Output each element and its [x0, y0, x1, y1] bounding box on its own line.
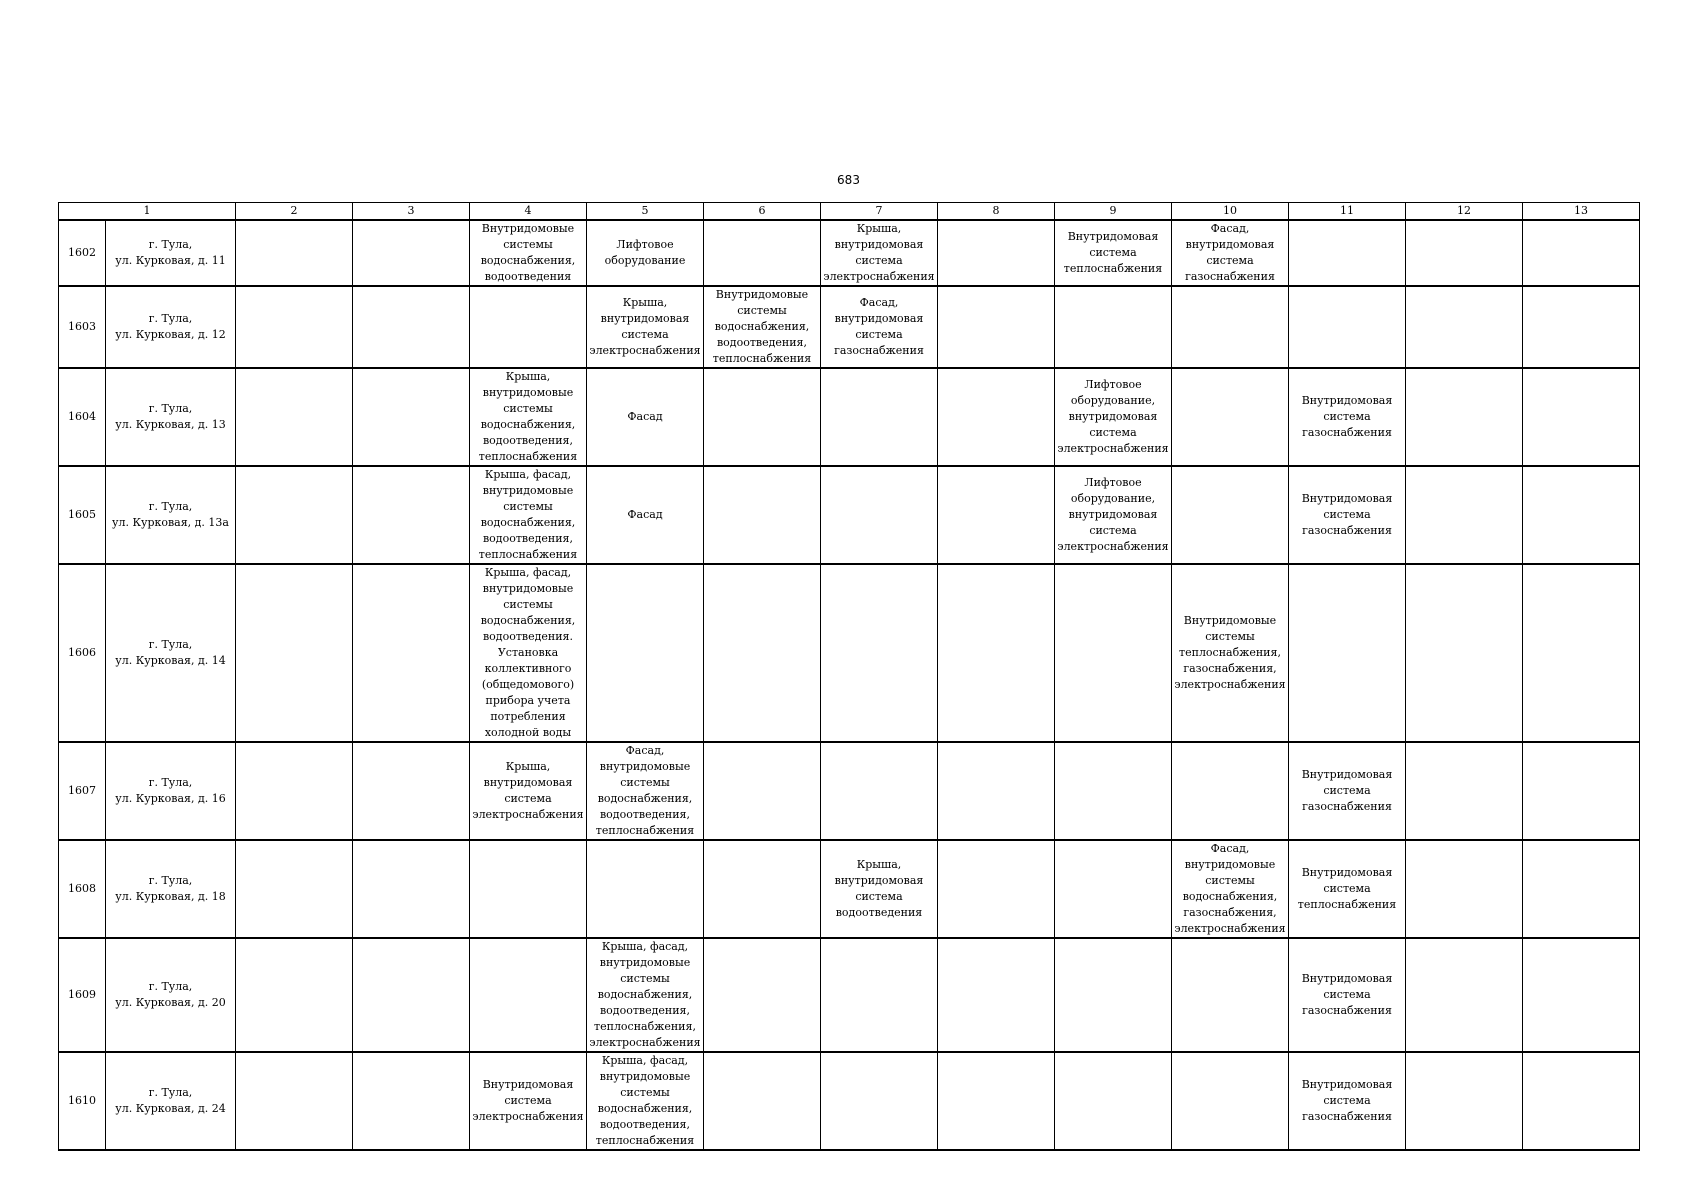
work-cell — [1289, 220, 1406, 286]
work-cell — [236, 564, 353, 742]
work-cell — [470, 286, 587, 368]
work-cell — [353, 938, 470, 1052]
work-cell — [1055, 742, 1172, 840]
row-number: 1609 — [59, 938, 106, 1052]
work-cell — [1523, 938, 1640, 1052]
row-number: 1604 — [59, 368, 106, 466]
column-header: 10 — [1172, 203, 1289, 221]
work-cell: Лифтовое оборудование, внутридомовая система электроснабжения — [1055, 368, 1172, 466]
work-cell — [353, 840, 470, 938]
work-cell: Крыша, внутридомовая система электроснабжения — [470, 742, 587, 840]
work-cell — [353, 466, 470, 564]
work-cell — [821, 466, 938, 564]
work-cell — [1172, 466, 1289, 564]
work-cell: Лифтовое оборудование, внутридомовая система электроснабжения — [1055, 466, 1172, 564]
work-cell — [470, 938, 587, 1052]
work-cell — [1406, 840, 1523, 938]
work-cell — [353, 742, 470, 840]
work-cell — [938, 220, 1055, 286]
table-row — [59, 1052, 1640, 1150]
work-cell — [1055, 840, 1172, 938]
work-cell: Внутридомовые системы теплоснабжения, газоснабжения, электроснабжения — [1172, 564, 1289, 742]
row-number: 1605 — [59, 466, 106, 564]
work-cell — [938, 368, 1055, 466]
address-cell: г. Тула, ул. Курковая, д. 13а — [106, 466, 236, 564]
work-cell: Внутридомовые системы водоснабжения, водоотведения, теплоснабжения — [704, 286, 821, 368]
work-cell: Фасад — [587, 466, 704, 564]
work-cell — [236, 466, 353, 564]
work-cell — [470, 840, 587, 938]
address-cell: г. Тула, ул. Курковая, д. 13 — [106, 368, 236, 466]
work-cell — [938, 938, 1055, 1052]
work-cell: Внутридомовая система газоснабжения — [1289, 466, 1406, 564]
work-cell — [1406, 938, 1523, 1052]
work-cell: Крыша, фасад, внутридомовые системы водоснабжения, водоотведения, теплоснабжения — [470, 466, 587, 564]
column-header: 8 — [938, 203, 1055, 221]
work-cell — [1523, 466, 1640, 564]
work-cell — [1523, 840, 1640, 938]
work-cell — [704, 564, 821, 742]
address-cell: г. Тула, ул. Курковая, д. 12 — [106, 286, 236, 368]
work-cell — [821, 742, 938, 840]
column-header: 5 — [587, 203, 704, 221]
work-cell — [1406, 286, 1523, 368]
work-cell — [236, 742, 353, 840]
work-cell — [353, 220, 470, 286]
address-cell: г. Тула, ул. Курковая, д. 20 — [106, 938, 236, 1052]
work-cell — [821, 564, 938, 742]
work-cell: Фасад — [587, 368, 704, 466]
work-cell — [821, 938, 938, 1052]
work-cell — [938, 466, 1055, 564]
header-row — [59, 203, 1640, 221]
work-cell: Крыша, фасад, внутридомовые системы водоснабжения, водоотведения. Установка коллективного (общедомового) прибора учета потребления холодной воды — [470, 564, 587, 742]
work-cell: Крыша, фасад, внутридомовые системы водоснабжения, водоотведения, теплоснабжения — [587, 1052, 704, 1150]
address-cell: г. Тула, ул. Курковая, д. 18 — [106, 840, 236, 938]
work-cell — [587, 564, 704, 742]
address-cell: г. Тула, ул. Курковая, д. 11 — [106, 220, 236, 286]
work-cell — [1289, 564, 1406, 742]
column-header: 12 — [1406, 203, 1523, 221]
work-cell — [236, 1052, 353, 1150]
row-number: 1607 — [59, 742, 106, 840]
table-row — [59, 742, 1640, 840]
column-header: 11 — [1289, 203, 1406, 221]
work-cell — [1055, 564, 1172, 742]
work-cell: Крыша, внутридомовая система электроснабжения — [821, 220, 938, 286]
column-header: 2 — [236, 203, 353, 221]
work-cell — [1406, 564, 1523, 742]
work-cell — [704, 840, 821, 938]
work-cell: Внутридомовая система газоснабжения — [1289, 938, 1406, 1052]
row-number: 1606 — [59, 564, 106, 742]
work-cell — [353, 368, 470, 466]
work-cell — [1523, 286, 1640, 368]
work-cell: Крыша, внутридомовая система электроснабжения — [587, 286, 704, 368]
work-cell — [704, 368, 821, 466]
work-cell — [1523, 368, 1640, 466]
work-cell: Фасад, внутридомовые системы водоснабжения, водоотведения, теплоснабжения — [587, 742, 704, 840]
work-cell — [1055, 286, 1172, 368]
table-row — [59, 840, 1640, 938]
work-cell — [938, 286, 1055, 368]
work-cell: Внутридомовая система электроснабжения — [470, 1052, 587, 1150]
table-body — [59, 203, 1640, 1151]
table-row — [59, 286, 1640, 368]
work-cell: Внутридомовая система газоснабжения — [1289, 368, 1406, 466]
work-cell — [704, 742, 821, 840]
work-cell — [1172, 368, 1289, 466]
work-cell — [821, 1052, 938, 1150]
row-number: 1608 — [59, 840, 106, 938]
work-cell — [704, 466, 821, 564]
address-cell: г. Тула, ул. Курковая, д. 14 — [106, 564, 236, 742]
column-header: 4 — [470, 203, 587, 221]
work-cell — [1406, 466, 1523, 564]
work-cell — [938, 742, 1055, 840]
work-cell — [1172, 1052, 1289, 1150]
work-cell: Внутридомовая система теплоснабжения — [1055, 220, 1172, 286]
work-cell: Фасад, внутридомовая система газоснабжения — [821, 286, 938, 368]
table-row — [59, 220, 1640, 286]
work-cell — [236, 220, 353, 286]
address-cell: г. Тула, ул. Курковая, д. 24 — [106, 1052, 236, 1150]
work-cell: Внутридомовая система газоснабжения — [1289, 742, 1406, 840]
column-header: 9 — [1055, 203, 1172, 221]
row-number: 1603 — [59, 286, 106, 368]
work-cell — [1523, 742, 1640, 840]
column-header: 7 — [821, 203, 938, 221]
work-cell — [1172, 938, 1289, 1052]
work-cell: Крыша, внутридомовая система водоотведения — [821, 840, 938, 938]
work-cell: Крыша, фасад, внутридомовые системы водоснабжения, водоотведения, теплоснабжения, электроснабжения — [587, 938, 704, 1052]
work-cell — [938, 840, 1055, 938]
table-row — [59, 368, 1640, 466]
table-row — [59, 564, 1640, 742]
address-cell: г. Тула, ул. Курковая, д. 16 — [106, 742, 236, 840]
work-cell — [1172, 742, 1289, 840]
work-cell — [236, 840, 353, 938]
column-header: 1 — [59, 203, 236, 221]
page-number: 683 — [837, 173, 860, 187]
work-cell — [1289, 286, 1406, 368]
work-cell — [1406, 742, 1523, 840]
work-cell — [1172, 286, 1289, 368]
work-cell — [1523, 1052, 1640, 1150]
work-cell — [1055, 1052, 1172, 1150]
work-cell — [236, 938, 353, 1052]
work-cell: Крыша, внутридомовые системы водоснабжения, водоотведения, теплоснабжения — [470, 368, 587, 466]
table-row — [59, 938, 1640, 1052]
work-cell: Внутридомовые системы водоснабжения, водоотведения — [470, 220, 587, 286]
work-cell — [353, 1052, 470, 1150]
work-cell — [704, 220, 821, 286]
work-cell — [938, 1052, 1055, 1150]
work-cell: Внутридомовая система теплоснабжения — [1289, 840, 1406, 938]
work-cell: Фасад, внутридомовая система газоснабжения — [1172, 220, 1289, 286]
work-cell: Лифтовое оборудование — [587, 220, 704, 286]
column-header: 3 — [353, 203, 470, 221]
work-cell — [1523, 220, 1640, 286]
repair-schedule-table — [58, 202, 1640, 1151]
work-cell — [587, 840, 704, 938]
column-header: 13 — [1523, 203, 1640, 221]
table-row — [59, 466, 1640, 564]
row-number: 1602 — [59, 220, 106, 286]
column-header: 6 — [704, 203, 821, 221]
work-cell — [1406, 220, 1523, 286]
work-cell — [704, 938, 821, 1052]
work-cell — [704, 1052, 821, 1150]
work-cell — [1406, 1052, 1523, 1150]
work-cell — [1055, 938, 1172, 1052]
work-cell — [236, 286, 353, 368]
work-cell: Внутридомовая система газоснабжения — [1289, 1052, 1406, 1150]
work-cell: Фасад, внутридомовые системы водоснабжения, газоснабжения, электроснабжения — [1172, 840, 1289, 938]
work-cell — [938, 564, 1055, 742]
work-cell — [1523, 564, 1640, 742]
work-cell — [821, 368, 938, 466]
work-cell — [353, 286, 470, 368]
work-cell — [236, 368, 353, 466]
row-number: 1610 — [59, 1052, 106, 1150]
work-cell — [1406, 368, 1523, 466]
work-cell — [353, 564, 470, 742]
